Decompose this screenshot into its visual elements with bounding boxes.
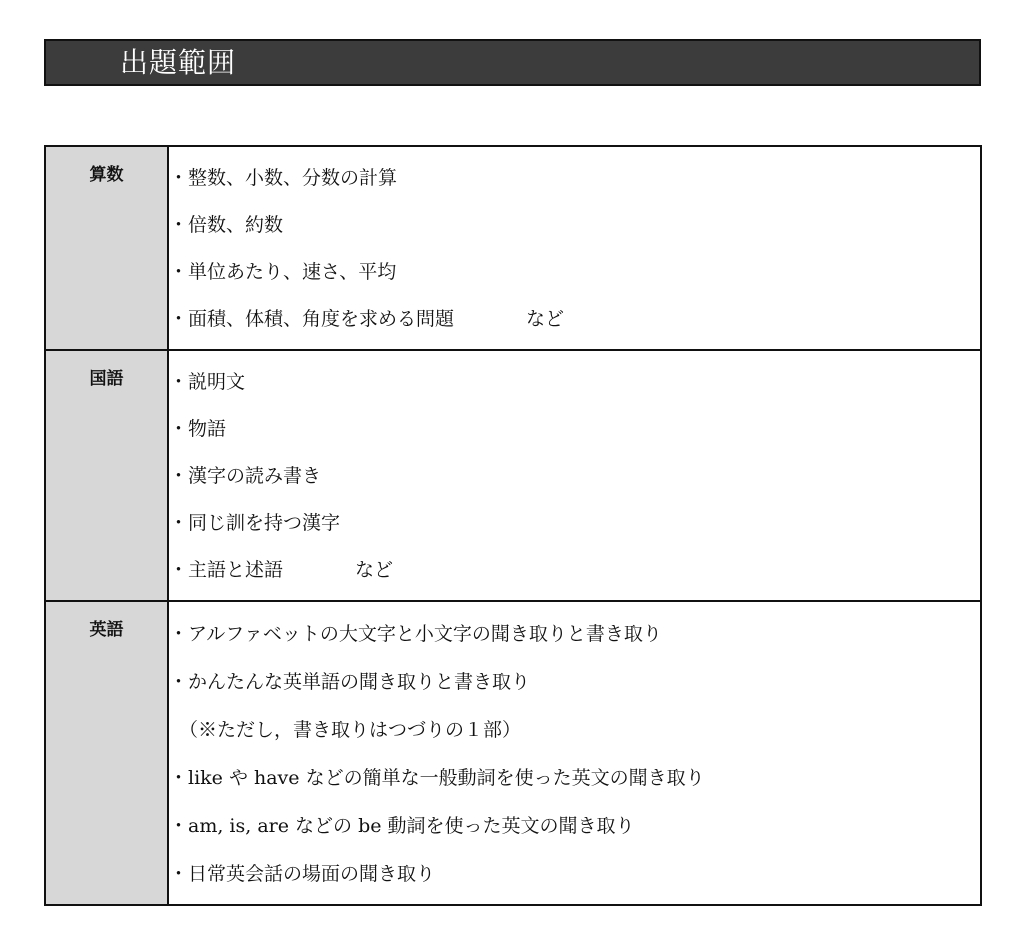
etc-suffix: など	[526, 308, 565, 330]
subject-label: 英語	[89, 620, 124, 640]
table-row-english	[45, 601, 981, 905]
etc-suffix: など	[355, 559, 394, 581]
subject-label: 国語	[89, 369, 124, 389]
subject-label: 算数	[89, 165, 124, 185]
page-title: 出題範囲	[120, 46, 237, 79]
item-list	[169, 351, 980, 600]
list-item: ・倍数、約数	[169, 214, 284, 236]
list-item: ・アルファベットの大文字と小文字の聞き取りと書き取り	[169, 623, 662, 645]
list-item: ・整数、小数、分数の計算	[169, 167, 398, 189]
list-item	[169, 547, 980, 594]
scope-table	[44, 145, 982, 906]
list-item: ・日常英会話の場面の聞き取り	[169, 863, 436, 885]
list-item-text: ・主語と述語	[169, 559, 284, 581]
subject-cell-japanese	[45, 350, 168, 601]
list-item: ・物語	[169, 418, 227, 440]
list-item: ・説明文	[169, 371, 246, 393]
table-row-japanese	[45, 350, 981, 601]
items-cell-english	[168, 601, 981, 905]
list-item: ・漢字の読み書き	[169, 465, 322, 487]
list-item: ・かんたんな英単語の聞き取りと書き取り	[169, 671, 531, 693]
table-row-math	[45, 146, 981, 350]
subject-cell-english	[45, 601, 168, 905]
items-cell-japanese	[168, 350, 981, 601]
list-item-text: ・面積、体積、角度を求める問題	[169, 308, 455, 330]
list-item-note: （※ただし，書き取りはつづりの１部）	[179, 719, 522, 741]
item-list	[169, 602, 980, 904]
section-header	[44, 39, 981, 86]
list-item: ・like や have などの簡単な一般動詞を使った英文の聞き取り	[169, 767, 705, 789]
subject-cell-math	[45, 146, 168, 350]
list-item: ・同じ訓を持つ漢字	[169, 512, 341, 534]
item-list	[169, 147, 980, 349]
list-item	[169, 296, 980, 343]
items-cell-math	[168, 146, 981, 350]
list-item: ・単位あたり、速さ、平均	[169, 261, 397, 283]
list-item: ・am, is, are などの be 動詞を使った英文の聞き取り	[169, 815, 635, 837]
